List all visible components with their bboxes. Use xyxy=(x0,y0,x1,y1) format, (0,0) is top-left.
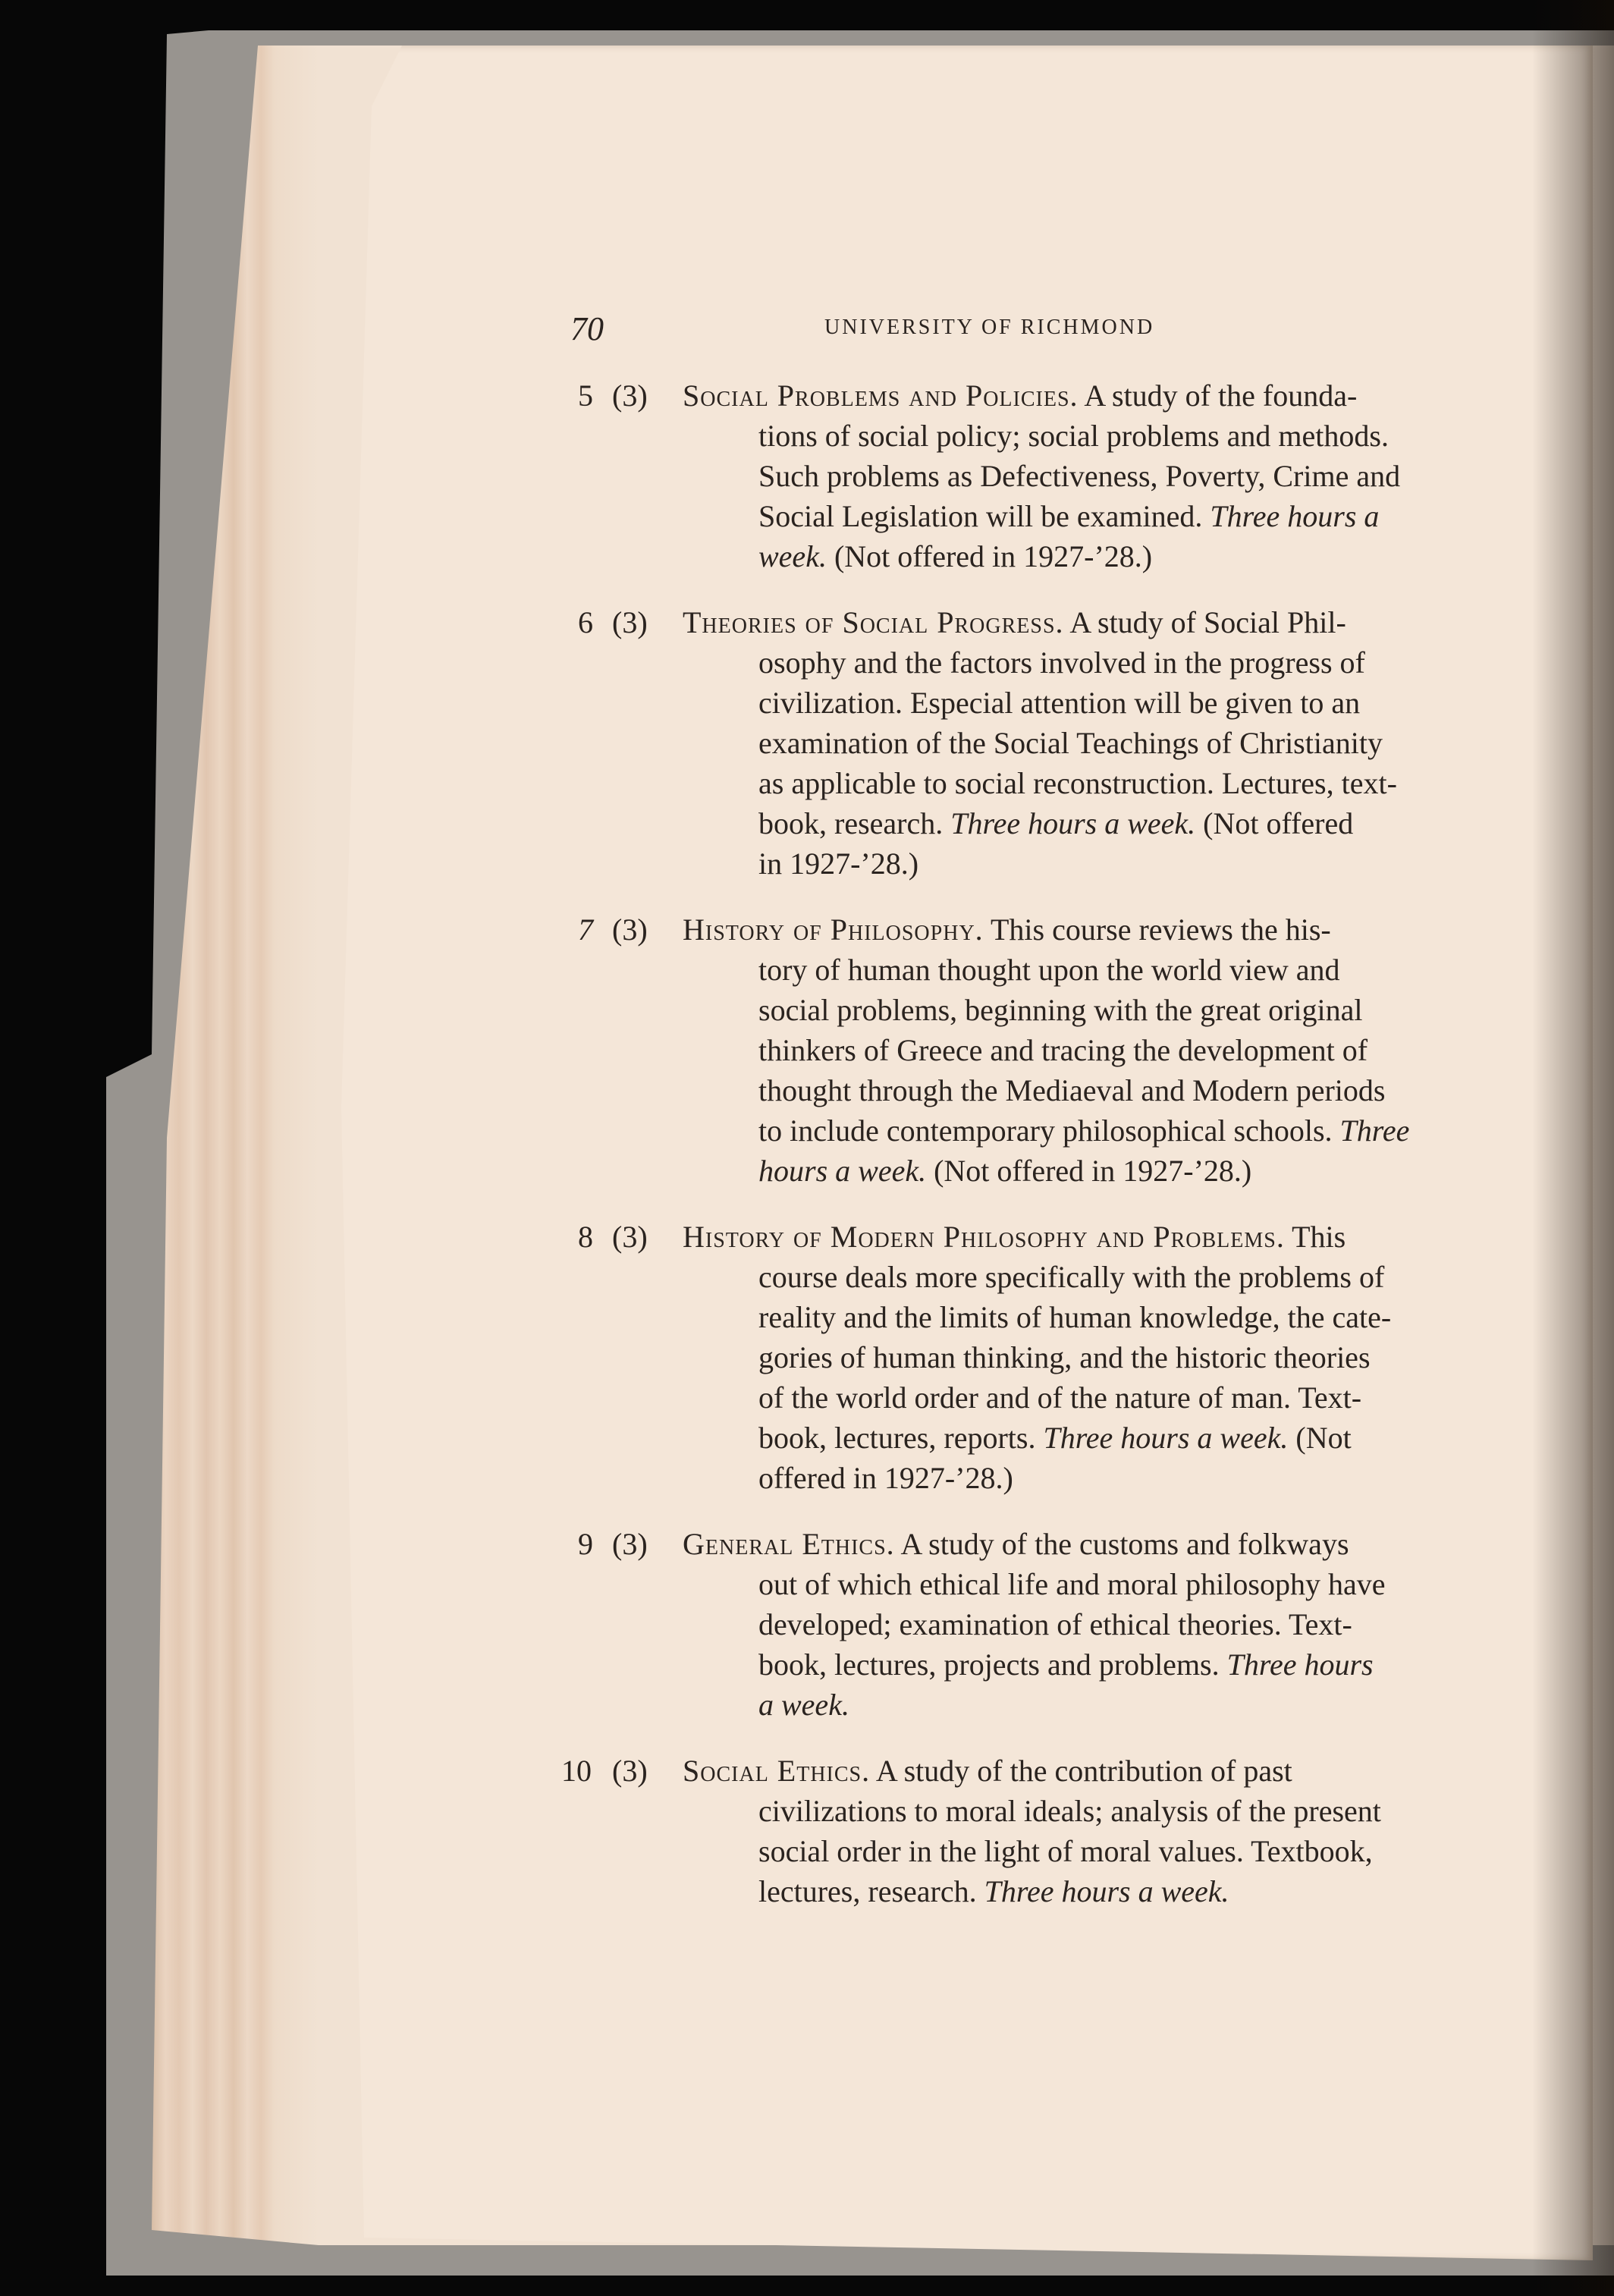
entry-line: out of which ethical life and moral philosophy have xyxy=(758,1567,1386,1601)
entry-line xyxy=(531,602,1517,642)
course-number: 8 xyxy=(578,1220,593,1254)
entry-line xyxy=(531,1644,1517,1685)
running-head xyxy=(570,309,1556,363)
entry-line xyxy=(531,1418,1517,1458)
course-hours: Three hours xyxy=(1226,1647,1374,1682)
entry-line: of the world order and of the nature of man. Text- xyxy=(758,1380,1362,1415)
entry-line xyxy=(531,1217,1517,1257)
course-note: (Not offered in 1927-’28.) xyxy=(926,1154,1252,1188)
course-number: 5 xyxy=(578,378,593,413)
course-text: book, lectures, reports. xyxy=(758,1421,1044,1455)
course-number: 6 xyxy=(578,605,593,639)
entry-line: osophy and the factors involved in the progress of xyxy=(758,645,1365,680)
course-entry-9 xyxy=(531,1524,1517,1725)
course-credits: (3) xyxy=(612,1220,648,1254)
course-note: (Not xyxy=(1288,1421,1352,1455)
course-text: to include contemporary philosophical schools. xyxy=(758,1113,1340,1148)
course-text: This xyxy=(1284,1220,1346,1254)
entry-line: thought through the Mediaeval and Modern periods xyxy=(758,1073,1386,1107)
entry-line: gories of human thinking, and the historic theories xyxy=(758,1340,1371,1374)
course-credits: (3) xyxy=(612,605,648,639)
course-number: 10 xyxy=(561,1754,592,1788)
entry-line: tions of social policy; social problems and methods. xyxy=(758,419,1389,453)
entry-line xyxy=(531,536,1517,576)
course-text: A study of Social Phil- xyxy=(1063,605,1346,639)
course-title: History of Philosophy. xyxy=(683,912,984,947)
entry-line: examination of the Social Teachings of Christianity xyxy=(758,726,1383,760)
entry-line: in 1927-’28.) xyxy=(758,846,919,881)
entry-line xyxy=(531,909,1517,950)
entry-line: civilizations to moral ideals; analysis of the present xyxy=(758,1794,1381,1828)
course-entry-10 xyxy=(531,1751,1517,1911)
entry-line: civilization. Especial attention will be given to an xyxy=(758,686,1361,720)
entry-line xyxy=(531,1110,1517,1151)
entry-line: tory of human thought upon the world view and xyxy=(758,953,1340,987)
course-number: 9 xyxy=(578,1527,593,1561)
course-text: A study of the customs and folkways xyxy=(894,1527,1349,1561)
course-hours: Three hours a week. xyxy=(1043,1421,1289,1455)
entry-line xyxy=(531,803,1517,843)
entry-line: course deals more specifically with the problems of xyxy=(758,1260,1385,1294)
course-number: 7 xyxy=(578,912,593,947)
course-credits: (3) xyxy=(612,1754,648,1788)
entry-line: offered in 1927-’28.) xyxy=(758,1461,1013,1495)
page-number: 70 xyxy=(570,310,604,347)
course-text: A study of the contribution of past xyxy=(870,1754,1292,1788)
entry-line xyxy=(531,1151,1517,1191)
entry-line: thinkers of Greece and tracing the development of xyxy=(758,1033,1368,1067)
course-hours: Three hours a week. xyxy=(984,1874,1229,1908)
course-hours: Three xyxy=(1339,1113,1410,1148)
course-note: (Not offered xyxy=(1195,806,1354,840)
running-title: UNIVERSITY OF RICHMOND xyxy=(824,316,1155,339)
entry-line xyxy=(531,1751,1517,1791)
course-entry-5 xyxy=(531,375,1517,576)
entry-line: Such problems as Defectiveness, Poverty, Crime and xyxy=(758,459,1401,493)
course-entry-7 xyxy=(531,909,1517,1191)
course-hours: week. xyxy=(758,539,827,573)
course-text: lectures, research. xyxy=(758,1874,984,1908)
course-text: book, lectures, projects and problems. xyxy=(758,1647,1227,1682)
course-entry-6 xyxy=(531,602,1517,884)
course-text: Social Legislation will be examined. xyxy=(758,499,1210,533)
course-note: (Not offered in 1927-’28.) xyxy=(826,539,1153,573)
course-text: This course reviews the his- xyxy=(983,912,1331,947)
entry-line: reality and the limits of human knowledge, the cate- xyxy=(758,1300,1392,1334)
entry-line xyxy=(531,1685,1517,1725)
course-list xyxy=(531,375,1517,1937)
course-title: General Ethics. xyxy=(683,1527,895,1561)
course-title: Theories of Social Progress. xyxy=(683,605,1064,639)
course-hours: Three hours a week. xyxy=(950,806,1196,840)
course-entry-8 xyxy=(531,1217,1517,1498)
course-title: History of Modern Philosophy and Problems. xyxy=(683,1220,1285,1254)
course-hours: hours a week. xyxy=(758,1154,927,1188)
course-text: A study of the founda- xyxy=(1078,378,1358,413)
entry-line xyxy=(531,1524,1517,1564)
entry-line xyxy=(531,375,1517,416)
entry-line: developed; examination of ethical theories. Text- xyxy=(758,1607,1352,1641)
course-text: book, research. xyxy=(758,806,951,840)
entry-line: social order in the light of moral values. Textbook, xyxy=(758,1834,1373,1868)
course-title: Social Problems and Policies. xyxy=(683,378,1079,413)
course-hours: a week. xyxy=(758,1688,849,1722)
course-hours: Three hours a xyxy=(1210,499,1380,533)
entry-line xyxy=(531,496,1517,536)
course-credits: (3) xyxy=(612,1527,648,1561)
entry-line: social problems, beginning with the great original xyxy=(758,993,1363,1027)
course-title: Social Ethics. xyxy=(683,1754,871,1788)
course-credits: (3) xyxy=(612,378,648,413)
entry-line: as applicable to social reconstruction. Lectures, text- xyxy=(758,766,1397,800)
course-credits: (3) xyxy=(612,912,648,947)
entry-line xyxy=(531,1871,1517,1911)
